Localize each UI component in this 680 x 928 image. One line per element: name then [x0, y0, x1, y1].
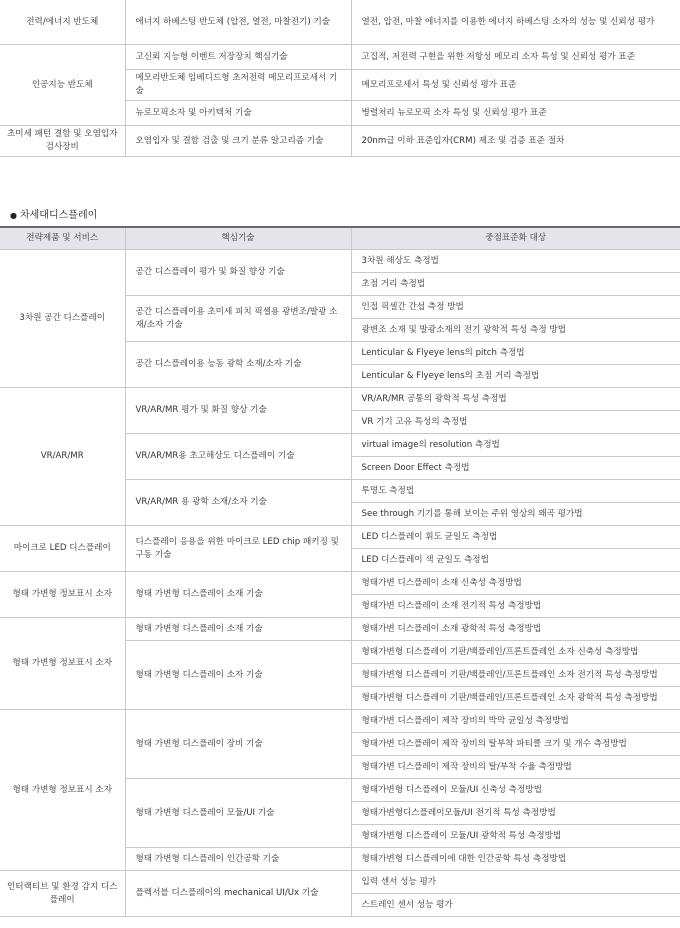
table-row [0, 526, 680, 549]
standard-target-cell: 열전, 압전, 마찰 에너지를 이용한 에너지 하베스팅 소자의 성능 및 신뢰성 평가 [351, 0, 680, 45]
bullet-icon: ● [10, 211, 17, 220]
header-standard-target: 중점표준화 대상 [351, 227, 680, 250]
standard-target-cell: 고집적, 저전력 구현을 위한 저항성 메모리 소자 특성 및 신뢰성 평가 표준 [351, 45, 680, 70]
core-tech-cell: 에너지 하베스팅 반도체 (압전, 열전, 마찰전기) 기술 [125, 0, 351, 45]
standard-target-cell: 병렬처리 뉴로모픽 소자 특성 및 신뢰성 평가 표준 [351, 101, 680, 126]
standard-target-cell: 형태가변 디스플레이 소재 전기적 특성 측정방법 [351, 595, 680, 618]
section-title [10, 206, 97, 221]
standard-target-cell: 광변조 소재 및 발광소재의 전기 광학적 특성 측정 방법 [351, 319, 680, 342]
standard-target-cell: Lenticular & Flyeye lens의 pitch 측정법 [351, 342, 680, 365]
standard-target-cell: 형태가변형 디스플레이 기판/백플레인/프론트플레인 소자 전기적 특성 측정방법 [351, 664, 680, 687]
standard-target-cell: See through 기기를 통해 보이는 주위 영상의 왜곡 평가법 [351, 503, 680, 526]
standard-target-cell: 형태가변형 디스플레이 기판/백플레인/프론트플레인 소자 신축성 측정방법 [351, 641, 680, 664]
table-row [0, 618, 680, 641]
core-tech-cell: VR/AR/MR용 초고해상도 디스플레이 기술 [125, 434, 351, 480]
standard-target-cell: 형태가변 디스플레이 제작 장비의 박막 균일성 측정방법 [351, 710, 680, 733]
table-row [0, 126, 680, 157]
header-product: 전략제품 및 서비스 [0, 227, 125, 250]
core-tech-cell: 형태 가변형 디스플레이 소자 기술 [125, 641, 351, 710]
table-row [0, 871, 680, 894]
standard-target-cell: 형태가변형디스플레이모듈/UI 전기적 특성 측정방법 [351, 802, 680, 825]
core-tech-cell: VR/AR/MR 평가 및 화질 향상 기술 [125, 388, 351, 434]
standard-target-cell: 입력 센서 성능 평가 [351, 871, 680, 894]
core-tech-cell: 공간 디스플레이 평가 및 화질 향상 기술 [125, 250, 351, 296]
core-tech-cell: 형태 가변형 디스플레이 소재 기술 [125, 572, 351, 618]
standard-target-cell: 스트레인 센서 성능 평가 [351, 894, 680, 917]
standard-target-cell: LED 디스플레이 휘도 균일도 측정법 [351, 526, 680, 549]
table-row [0, 710, 680, 733]
table-row [0, 388, 680, 411]
standard-target-cell: virtual image의 resolution 측정법 [351, 434, 680, 457]
product-cell: 마이크로 LED 디스플레이 [0, 526, 125, 572]
product-cell: 3차원 공간 디스플레이 [0, 250, 125, 388]
product-cell: 전력/에너지 반도체 [0, 0, 125, 45]
standards-table-display [0, 226, 680, 917]
core-tech-cell: 형태 가변형 디스플레이 소재 기술 [125, 618, 351, 641]
standard-target-cell: 형태가변 디스플레이 제작 장비의 탈부착 파티클 크기 및 개수 측정방법 [351, 733, 680, 756]
product-cell: 인터랙티브 및 환경 감지 디스플레이 [0, 871, 125, 917]
standards-table-semiconductor [0, 0, 680, 157]
standard-target-cell: LED 디스플레이 색 균일도 측정법 [351, 549, 680, 572]
product-cell: VR/AR/MR [0, 388, 125, 526]
product-cell: 형태 가변형 정보표시 소자 [0, 618, 125, 710]
standard-target-cell: 형태가변형 디스플레이 모듈/UI 신축성 측정방법 [351, 779, 680, 802]
core-tech-cell: 뉴로모픽소자 및 아키텍처 기술 [125, 101, 351, 126]
standard-target-cell: 형태가변형 디스플레이 모듈/UI 광학적 특성 측정방법 [351, 825, 680, 848]
standard-target-cell: 형태가변형 디스플레이 기판/백플레인/프론트플레인 소자 광학적 특성 측정방법 [351, 687, 680, 710]
core-tech-cell: 공간 디스플레이용 초미세 피치 픽셀용 광변조/발광 소재/소자 기술 [125, 296, 351, 342]
standard-target-cell: VR 기기 고유 특성의 측정법 [351, 411, 680, 434]
standard-target-cell: 형태가변 디스플레이 소재 신축성 측정방법 [351, 572, 680, 595]
standard-target-cell: Lenticular & Flyeye lens의 초점 거리 측정법 [351, 365, 680, 388]
standard-target-cell: 20nm급 이하 표준입자(CRM) 제조 및 검증 표준 절차 [351, 126, 680, 157]
product-cell: 형태 가변형 정보표시 소자 [0, 572, 125, 618]
product-cell: 형태 가변형 정보표시 소자 [0, 710, 125, 871]
product-cell: 초미세 패턴 결함 및 오염입자 검사장비 [0, 126, 125, 157]
core-tech-cell: 형태 가변형 디스플레이 모듈/UI 기술 [125, 779, 351, 848]
standard-target-cell: Screen Door Effect 측정법 [351, 457, 680, 480]
standard-target-cell: 메모리프로세서 특성 및 신뢰성 평가 표준 [351, 70, 680, 101]
standard-target-cell: 초점 거리 측정법 [351, 273, 680, 296]
header-core-tech: 핵심기술 [125, 227, 351, 250]
core-tech-cell: 공간 디스플레이용 능동 광학 소재/소자 기술 [125, 342, 351, 388]
core-tech-cell: 형태 가변형 디스플레이 장비 기술 [125, 710, 351, 779]
table-row [0, 45, 680, 70]
core-tech-cell: 오염입자 및 결함 검출 및 크기 분류 알고리즘 기술 [125, 126, 351, 157]
standard-target-cell: VR/AR/MR 공통의 광학적 특성 측정법 [351, 388, 680, 411]
core-tech-cell: 디스플레이 응용을 위한 마이크로 LED chip 패키징 및 구동 기술 [125, 526, 351, 572]
table-row [0, 0, 680, 45]
core-tech-cell: 고신뢰 지능형 이벤트 저장장치 핵심기술 [125, 45, 351, 70]
table-row [0, 572, 680, 595]
core-tech-cell: VR/AR/MR 용 광학 소재/소자 기술 [125, 480, 351, 526]
core-tech-cell: 플렉서블 디스플레이의 mechanical UI/Ux 기술 [125, 871, 351, 917]
standard-target-cell: 형태가변 디스플레이 소재 광학적 특성 측정방법 [351, 618, 680, 641]
standard-target-cell: 형태가변 디스플레이 제작 장비의 탈/부착 수율 측정방법 [351, 756, 680, 779]
table-row [0, 250, 680, 273]
core-tech-cell: 형태 가변형 디스플레이 인간공학 기술 [125, 848, 351, 871]
standard-target-cell: 3차원 해상도 측정법 [351, 250, 680, 273]
standard-target-cell: 형태가변형 디스플레이에 대한 인간공학 특성 측정방법 [351, 848, 680, 871]
core-tech-cell: 메모리반도체 임베디드형 초저전력 메모리프로세서 기술 [125, 70, 351, 101]
product-cell: 인공지능 반도체 [0, 45, 125, 126]
standard-target-cell: 인접 픽셀간 간섭 측정 방법 [351, 296, 680, 319]
section-title-text: 차세대디스플레이 [19, 210, 98, 221]
table-header-row [0, 227, 680, 250]
standard-target-cell: 투명도 측정법 [351, 480, 680, 503]
